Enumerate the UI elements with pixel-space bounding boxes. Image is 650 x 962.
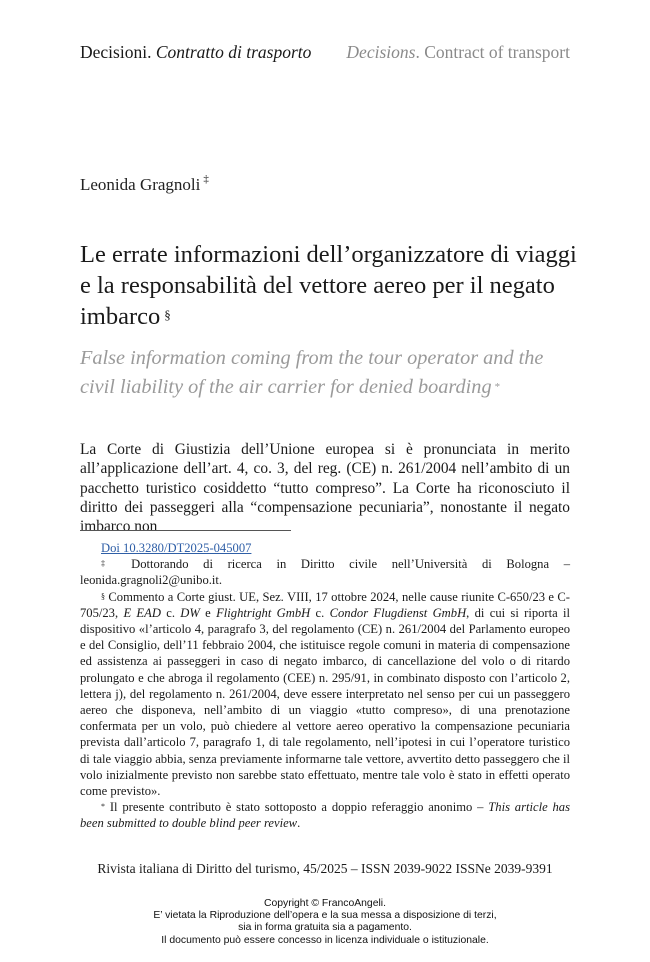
author-name: Leonida Gragnoli [80,175,201,194]
header-section-topic-en: . Contract of transport [415,42,570,62]
footnote-commentary-text-2: c. [160,605,181,620]
party-name-2: DW [180,605,200,620]
author-line [80,175,209,195]
party-name-1: E EAD [123,605,161,620]
footnote-commentary [80,589,570,800]
copyright-line-4: Il documento può essere concesso in licenza individuale o istituzionale. [161,934,489,946]
article-subtitle [80,344,580,402]
footnote-commentary-text-5: , di cui si riporta il dispositivo «l’articolo 4, paragrafo 3, del regolamento (CE) n. 261/2004 del Parlamento europeo e del Consiglio, dell’11 febbraio 2004, che istituisce regole comuni in materia di compensazione ed assistenza ai passeggeri in caso di negato imbarco, di cancellazione del volo o di ritardo prolungato e che abroga il regolamento (CEE) n. 295/91, in combinato disposto con l’articolo 2, lettera j), del regolamento n. 261/2004, deve essere interpretato nel senso per cui un passeggero aereo che disponeva, nell’ambito di un viaggio «tutto compreso», di una prenotazione confermata per un volo, può chiedere al vettore aereo operativo la compensazione pecuniaria prevista dall’articolo 7, paragrafo 1, di tale regolamento, nell’ipotesi in cui l’operatore turistico di tale viaggio abbia, senza previamente informarne tale vettore, avvertito detto passeggero che il volo inizialmente previsto non sarebbe stato effettuato, mentre tale volo è stato in effetti operato come previsto». [80,605,570,799]
copyright-line-3: sia in forma gratuita sia a pagamento. [238,922,412,934]
copyright-line-2: E’ vietata la Riproduzione dell’opera e la sua messa a disposizione di terzi, [153,910,497,922]
journal-citation: Rivista italiana di Diritto del turismo, 45/2025 – ISSN 2039-9022 ISSNe 2039-9391 [97,861,553,876]
party-name-4: Condor Flugdienst GmbH [329,605,467,620]
doi-line [80,540,570,556]
article-title-text: Le errate informazioni dell’organizzatore di viaggi e la responsabilità del vettore aereo per il negato imbarco [80,241,577,330]
article-title [80,239,580,332]
footnote-author [80,556,570,588]
footnote-review-text-en: This article has been submitted to double blind peer review [80,800,571,831]
title-footnote-mark[interactable]: § [164,307,171,322]
footnote-commentary-text-3: e [199,605,217,620]
footnotes [80,540,570,832]
footnote-commentary-mark: § [101,591,105,601]
footnote-author-mark: ‡ [101,559,117,569]
running-header-right [346,42,570,63]
party-name-3: Flightright GmbH [216,605,311,620]
author-footnote-mark[interactable]: ‡ [203,173,209,185]
doi-link[interactable]: Doi 10.3280/DT2025-045007 [101,541,252,555]
footnote-commentary-text-4: c. [310,605,330,620]
footnote-author-text: Dottorando di ricerca in Diritto civile nell’Università di Bologna – leonida.gragnoli2@unibo.it. [80,557,570,588]
footnote-review-mark: * [101,802,105,812]
header-section-label-en: Decisions [346,42,416,62]
footnote-commentary-text-1: Commento a Corte giust. UE, Sez. VIII, 17 ottobre 2024, nelle cause riunite C-650/23 e C-705/23, [80,589,571,620]
body-paragraph: La Corte di Giustizia dell’Unione europea si è pronunciata in merito all’applicazione dell’art. 4, co. 3, del reg. (CE) n. 261/2004 nell’ambito di un pacchetto turistico cosiddetto “tutto compreso”. La Corte ha riconosciuto il diritto dei passeggeri alla “compensazione pecuniaria”, nonostante il negato imbarco non [80,441,570,536]
footnote-review [80,799,570,831]
footnote-review-text: Il presente contributo è stato sottoposto a doppio referaggio anonimo – [109,800,489,815]
copyright-line-1: Copyright © FrancoAngeli. [263,898,386,909]
header-section-topic: Contratto di trasporto [155,42,312,62]
article-subtitle-text: False information coming from the tour operator and the civil liability of the air carrier for denied boarding [80,347,544,398]
running-header-left [80,42,311,63]
header-section-label: Decisioni. [80,42,156,62]
subtitle-footnote-mark[interactable]: * [494,381,501,393]
copyright-notice [0,898,650,947]
footnote-review-end: . [297,816,301,831]
footnote-divider [80,530,291,531]
